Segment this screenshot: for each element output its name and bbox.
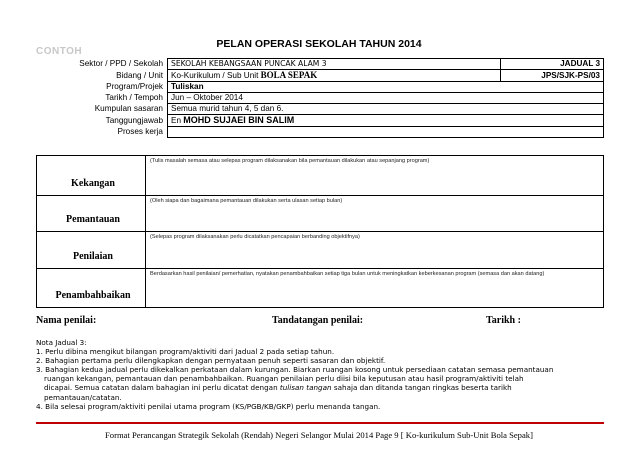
process-desc: (Tulis masalah semasa atau selepas program dilaksanakan bila pemantauan dilakukan atau sepanjang program) — [146, 156, 604, 196]
process-desc: Berdasarkan hasil penilaian/ pemerhatian, nyatakan penambahbaikan setiap tiga bulan untuk meningkatkan keberkesanan program (semasa dan akan datang) — [146, 269, 604, 308]
info-label: Sektor / PPD / Sekolah — [79, 59, 163, 68]
info-row — [36, 115, 604, 127]
info-label: Tarikh / Tempoh — [105, 93, 163, 102]
process-label: Kekangan — [37, 156, 146, 196]
note-item-text: sahaja dan ditanda tangan ringkas beserta tarikh — [331, 383, 512, 393]
info-value — [168, 127, 604, 138]
process-row — [37, 232, 604, 269]
info-value: En — [171, 116, 184, 125]
info-label: Kumpulan sasaran — [94, 104, 163, 113]
info-value: Ko-Kurikulum / Sub Unit — [171, 71, 261, 80]
info-row — [36, 93, 604, 104]
note-item-italic: tulisan tangan — [279, 383, 332, 393]
info-value: SEKOLAH KEBANGSAAN PUNCAK ALAM 3 — [168, 59, 501, 70]
note-item: 3. Bahagian kedua jadual perlu dikekalkan perkataan dalam kurungan. Biarkan ruangan kosong untuk persediaan catatan semasa pemantauan — [36, 365, 554, 375]
process-table — [36, 155, 604, 308]
info-value-cell — [168, 115, 604, 127]
info-value: Jun – Oktober 2014 — [168, 93, 604, 104]
note-item-text: dicapai. Semua catatan dalam bahagian ini perlu dicatat dengan — [44, 383, 280, 393]
note-item: 2. Bahagian pertama perlu dilengkapkan dengan pernyataan penuh seperti sasaran dan objektif. — [36, 356, 386, 366]
info-row — [36, 127, 604, 138]
info-value-bold: BOLA SEPAK — [260, 70, 318, 80]
info-label: Proses kerja — [117, 127, 163, 136]
note-item: 1. Perlu dibina mengikut bilangan program/aktiviti dari Jadual 2 pada setiap tahun. — [36, 347, 335, 357]
info-table — [36, 58, 604, 138]
process-label: Pemantauan — [37, 196, 146, 232]
info-row — [36, 82, 604, 93]
note-item: pemantauan/catatan. — [44, 392, 122, 402]
process-desc: (Oleh siapa dan bagaimana pemantauan dilakukan serta ulasan setiap bulan) — [146, 196, 604, 232]
info-label: Bidang / Unit — [116, 70, 163, 80]
process-row — [37, 156, 604, 196]
info-label: Program/Projek — [106, 82, 163, 91]
info-value-cell — [168, 70, 501, 82]
info-row — [36, 70, 604, 82]
page-footer: Format Perancangan Strategik Sekolah (Rendah) Negeri Selangor Mulai 2014 Page 9 [ Ko-kurikulum Sub-Unit Bola Sepak] — [105, 430, 533, 440]
process-label: Penilaian — [37, 232, 146, 269]
date-label: Tarikh : — [486, 315, 521, 326]
process-desc: (Selepas program dilaksanakan perlu dicatatkan pencapaian berbanding objektifnya) — [146, 232, 604, 269]
note-item: ruangan kekangan, pemantauan dan penambahbaikan. Ruangan penilaian perlu diisi bila keputusan atau hasil program/aktiviti telah — [44, 374, 524, 384]
watermark-label: CONTOH — [36, 46, 83, 57]
process-row — [37, 196, 604, 232]
note-item — [36, 383, 606, 392]
info-right: JADUAL 3 — [501, 59, 604, 70]
info-value-bold: MOHD SUJAEI BIN SALIM — [183, 115, 295, 125]
notes-section — [36, 338, 606, 411]
process-row — [37, 269, 604, 308]
info-label: Tanggungjawab — [105, 115, 163, 125]
notes-title: Nota Jadual 3: — [36, 338, 87, 347]
evaluator-signature-label: Tandatangan penilai: — [272, 315, 364, 326]
footer-divider — [36, 422, 604, 424]
info-row — [36, 59, 604, 70]
page-title: PELAN OPERASI SEKOLAH TAHUN 2014 — [216, 38, 422, 50]
info-right: JPS/SJK-PS/03 — [501, 70, 604, 82]
info-value: Semua murid tahun 4, 5 dan 6. — [168, 104, 604, 115]
info-value: Tuliskan — [168, 82, 604, 93]
evaluator-name-label: Nama penilai: — [36, 315, 97, 326]
process-label: Penambahbaikan — [37, 269, 146, 308]
note-item: 4. Bila selesai program/aktiviti penilai utama program (KS/PGB/KB/GKP) perlu menanda tangan. — [36, 401, 381, 411]
info-row — [36, 104, 604, 115]
